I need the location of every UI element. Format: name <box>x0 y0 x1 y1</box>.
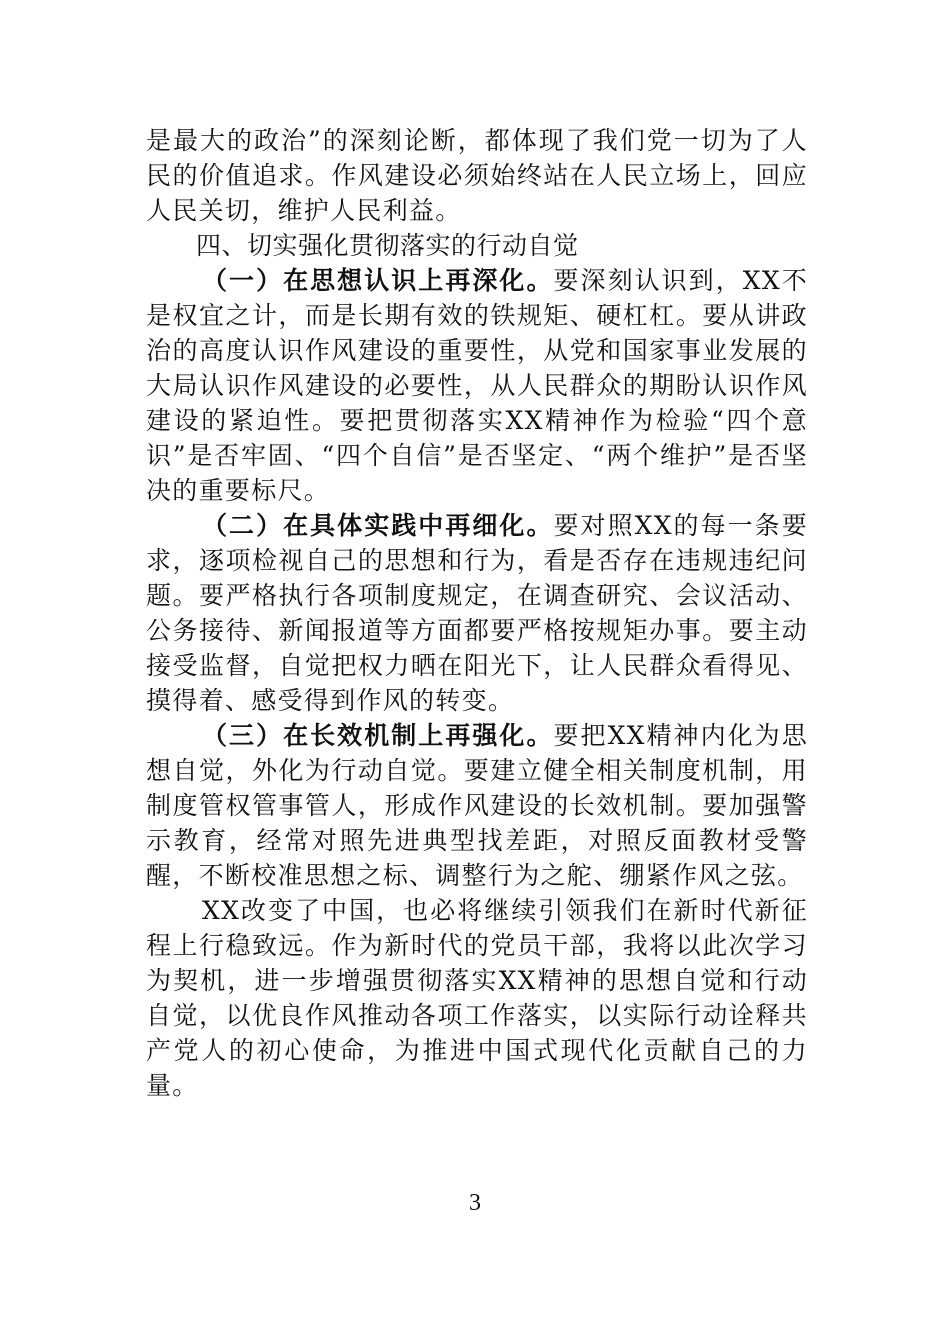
item-paragraph-2 <box>146 508 808 718</box>
page-number: 3 <box>469 1190 481 1216</box>
document-body <box>146 123 808 1103</box>
item-text-3: 要把XX精神内化为思想自觉，外化为行动自觉。要建立健全相关制度机制，用制度管权管事管人，形成作风建设的长效机制。要加强警示教育，经常对照先进典型找差距，对照反面教材受警醒，不断校准思想之标、调整行为之舵、绷紧作风之弦。 <box>146 721 808 890</box>
section-heading: 四、切实强化贯彻落实的行动自觉 <box>196 231 579 260</box>
item-paragraph-3 <box>146 718 808 893</box>
item-text-2: 要对照XX的每一条要求，逐项检视自己的思想和行为，看是否存在违规违纪问题。要严格执行各项制度规定，在调查研究、会议活动、公务接待、新闻报道等方面都要严格按规矩办事。要主动接受监督，自觉把权力晒在阳光下，让人民群众看得见、摸得着、感受得到作风的转变。 <box>146 511 808 715</box>
item-text-1: 要深刻认识到，XX不是权宜之计，而是长期有效的铁规矩、硬杠杠。要从讲政治的高度认识作风建设的重要性，从党和国家事业发展的大局认识作风建设的必要性，从人民群众的期盼认识作风建设的紧迫性。要把贯彻落实XX精神作为检验“四个意识”是否牢固、“四个自信”是否坚定、“两个维护”是否坚决的重要标尺。 <box>146 266 808 505</box>
conclusion-paragraph: XX改变了中国，也必将继续引领我们在新时代新征程上行稳致远。作为新时代的党员干部，我将以此次学习为契机，进一步增强贯彻落实XX精神的思想自觉和行动自觉，以优良作风推动各项工作落实，以实际行动诠释共产党人的初心使命，为推进中国式现代化贡献自己的力量。 <box>146 896 808 1100</box>
continuation-paragraph: 是最大的政治”的深刻论断，都体现了我们党一切为了人民的价值追求。作风建设必须始终站在人民立场上，回应人民关切，维护人民利益。 <box>146 126 808 225</box>
item-lead-2: （二）在具体实践中再细化。 <box>202 511 554 540</box>
item-paragraph-1 <box>146 263 808 508</box>
item-lead-1: （一）在思想认识上再深化。 <box>202 266 554 295</box>
item-lead-3: （三）在长效机制上再强化。 <box>202 721 554 750</box>
